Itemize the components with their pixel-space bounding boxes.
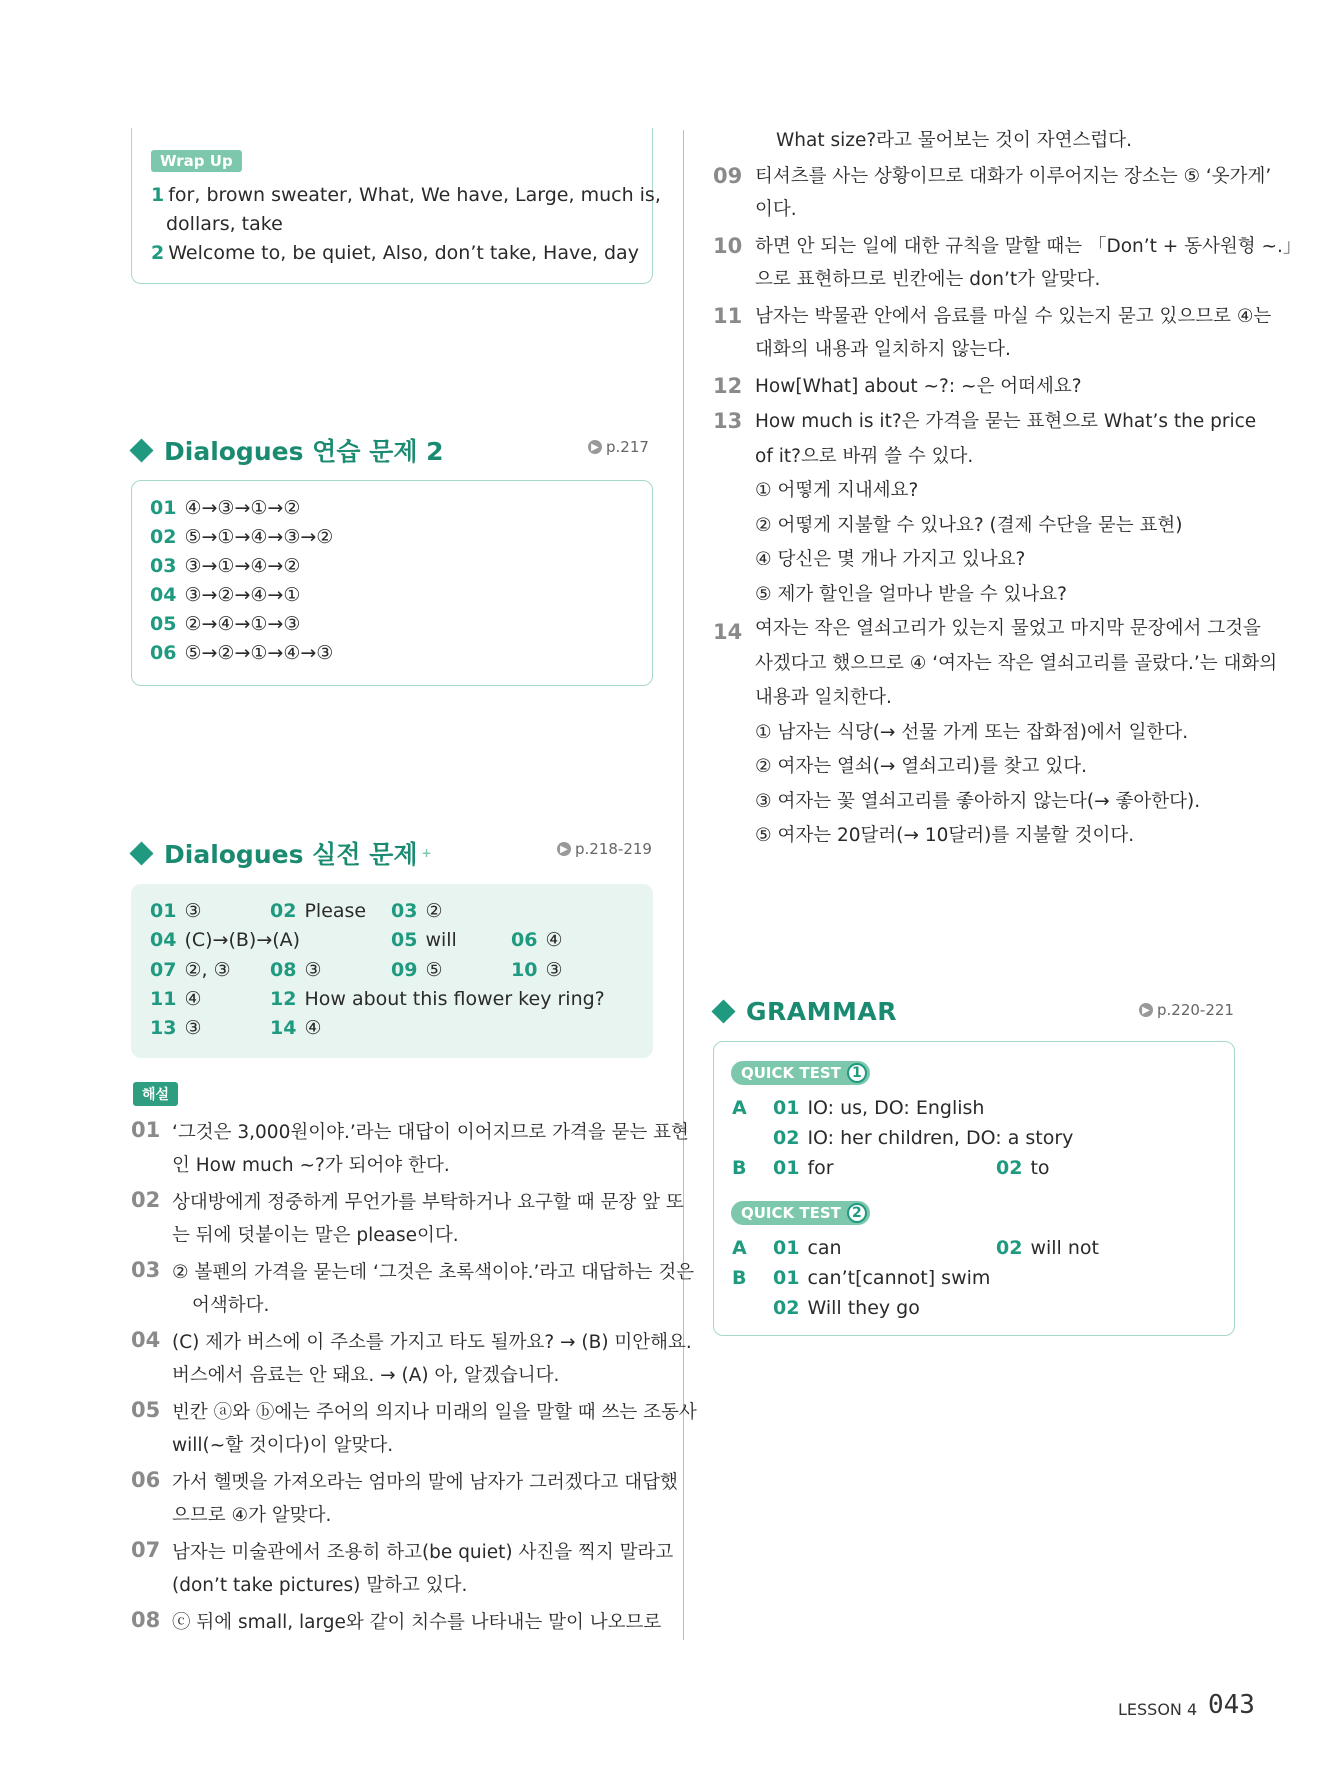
diamond-icon [711,999,735,1023]
page-ref: ▶ p.220-221 [1139,1001,1234,1019]
page-number: 043 [1208,1690,1255,1720]
answer: 02 will not [996,1237,1099,1259]
page-ref: ▶ p.217 [588,438,649,456]
answer: 03 ② [391,900,443,922]
explanation-09: 티셔츠를 사는 상황이므로 대화가 이루어지는 장소는 ⑤ ‘옷가게’ 이다. [755,166,1272,220]
explanation-12: How[What] about ~?: ~은 어떠세요? [755,376,1082,397]
explanation-number: 10 [713,234,743,258]
answer: 01 for [773,1157,834,1179]
explanation-number: 01 [131,1118,161,1142]
explanation-number: 12 [713,374,743,398]
answer: 04 (C)→(B)→(A) [150,929,301,951]
quick-test-1-badge: QUICK TEST 1 [731,1061,870,1085]
label-a: A [732,1097,747,1119]
explanation-08-cont: What size?라고 물어보는 것이 자연스럽다. [776,130,1133,151]
explanation-05: 빈칸 ⓐ와 ⓑ에는 주어의 의지나 미래의 일을 말할 때 쓰는 조동사 will(~할 것이다)이 알맞다. [172,1402,697,1456]
explanation-01: ‘그것은 3,000원이야.’라는 대답이 이어지므로 가격을 묻는 표현 인 How much ~?가 되어야 한다. [172,1122,689,1176]
explanation-11: 남자는 박물관 안에서 음료를 마실 수 있는지 묻고 있으므로 ④는 대화의 내용과 일치하지 않는다. [755,306,1272,360]
explanation-04: (C) 제가 버스에 이 주소를 가지고 타도 될까요? → (B) 미안해요. 버스에서 음료는 안 돼요. → (A) 아, 알겠습니다. [172,1332,692,1386]
diamond-icon [129,841,153,865]
list-item: 06 ⑤→②→①→④→③ [150,642,334,664]
explanation-10: 하면 안 되는 일에 대한 규칙을 말할 때는 「Don’t + 동사원형 ~.」 으로 표현하므로 빈칸에는 don’t가 알맞다. [755,236,1302,290]
answer: 01 can’t[cannot] swim [773,1267,991,1289]
explanation-14: 여자는 작은 열쇠고리가 있는지 물었고 마지막 문장에서 그것을 사겠다고 했으므로 ④ ‘여자는 작은 열쇠고리를 골랐다.’는 대화의 내용과 일치한다. ① 남자는 식당(→ 선물 가게 또는 잡화점)에서 일한다. ② 여자는 열쇠(→ 열쇠고리)를 찾고 있다. ③ 여자는 꽃 열쇠고리를 좋아하지 않는다(→ 좋아한다). ⑤ 여자는 20달러(→ 10달러)를 지불할 것이다. [755,618,1278,846]
answer: 05 will [391,929,457,951]
arrow-right-icon: ▶ [1139,1003,1153,1017]
explanation-03: ② 볼펜의 가격을 묻는데 ‘그것은 초록색이야.’라고 대답하는 것은 어색하다. [172,1262,695,1316]
explanation-number: 06 [131,1468,161,1492]
label-b: B [732,1267,747,1289]
answer: 07 ②, ③ [150,959,231,981]
quick-test-2-badge: QUICK TEST 2 [731,1201,870,1225]
explanation-number: 07 [131,1538,161,1562]
answer: 08 ③ [270,959,322,981]
answer: 02 Please [270,900,367,922]
explanation-number: 14 [713,620,743,644]
list-item: 05 ②→④→①→③ [150,613,301,635]
wrapup-line-1b: dollars, take [166,213,283,235]
answer: 10 ③ [511,959,563,981]
dialogues-practice-2-list [150,494,333,668]
explanation-13: How much is it?은 가격을 묻는 표현으로 What’s the price of it?으로 바꿔 쓸 수 있다. ① 어떻게 지내세요? ② 어떻게 지불할 수 있나요? (결제 수단을 묻는 표현) ④ 당신은 몇 개나 가지고 있나요? ⑤ 제가 할인을 얼마나 받을 수 있나요? [755,411,1257,605]
diamond-icon [129,438,153,462]
arrow-right-icon: ▶ [588,440,602,454]
list-item: 03 ③→①→④→② [150,555,301,577]
section-title-dialogues-practice-2: Dialogues 연습 문제 2 [133,432,444,468]
answer: 09 ⑤ [391,959,443,981]
page-ref: ▶ p.218-219 [557,840,652,858]
arrow-right-icon: ▶ [557,842,571,856]
answer: 01 can [773,1237,842,1259]
answer: 13 ③ [150,1017,202,1039]
explanation-tag: 해설 [133,1082,178,1106]
list-item: 02 ⑤→①→④→③→② [150,526,334,548]
explanation-08: ⓒ 뒤에 small, large와 같이 치수를 나타내는 말이 나오므로 [172,1612,662,1633]
section-title-grammar: GRAMMAR [715,997,897,1026]
answer: 14 ④ [270,1017,322,1039]
list-item: 04 ③→②→④→① [150,584,301,606]
wrapup-line-1: 1 for, brown sweater, What, We have, Large, much is, [151,184,661,206]
explanation-number: 13 [713,409,743,433]
answer: 01 ③ [150,900,202,922]
answer: 12 How about this flower key ring? [270,988,605,1010]
wrapup-tag: Wrap Up [151,150,242,172]
footer-lesson: LESSON 4 [1118,1700,1198,1719]
explanation-02: 상대방에게 정중하게 무언가를 부탁하거나 요구할 때 문장 앞 또 는 뒤에 덧붙이는 말은 please이다. [172,1192,684,1246]
answer: 02 IO: her children, DO: a story [773,1127,1074,1149]
explanation-number: 03 [131,1258,161,1282]
answer: 11 ④ [150,988,202,1010]
explanation-number: 08 [131,1608,161,1632]
explanation-07: 남자는 미술관에서 조용히 하고(be quiet) 사진을 찍지 말라고 (don’t take pictures) 말하고 있다. [172,1542,674,1596]
section-title-dialogues-practice: Dialogues 실전 문제 + [133,835,432,871]
answer: 06 ④ [511,929,563,951]
wrapup-line-2: 2 Welcome to, be quiet, Also, don’t take, Have, day [151,242,639,264]
explanation-06: 가서 헬멧을 가져오라는 엄마의 말에 남자가 그러겠다고 대답했 으므로 ④가 알맞다. [172,1472,678,1526]
answer: 01 IO: us, DO: English [773,1097,985,1119]
answer: 02 Will they go [773,1297,920,1319]
explanation-number: 11 [713,304,743,328]
label-b: B [732,1157,747,1179]
answer: 02 to [996,1157,1050,1179]
explanation-number: 05 [131,1398,161,1422]
list-item: 01 ④→③→①→② [150,497,301,519]
label-a: A [732,1237,747,1259]
explanation-number: 04 [131,1328,161,1352]
explanation-number: 09 [713,164,743,188]
explanation-number: 02 [131,1188,161,1212]
